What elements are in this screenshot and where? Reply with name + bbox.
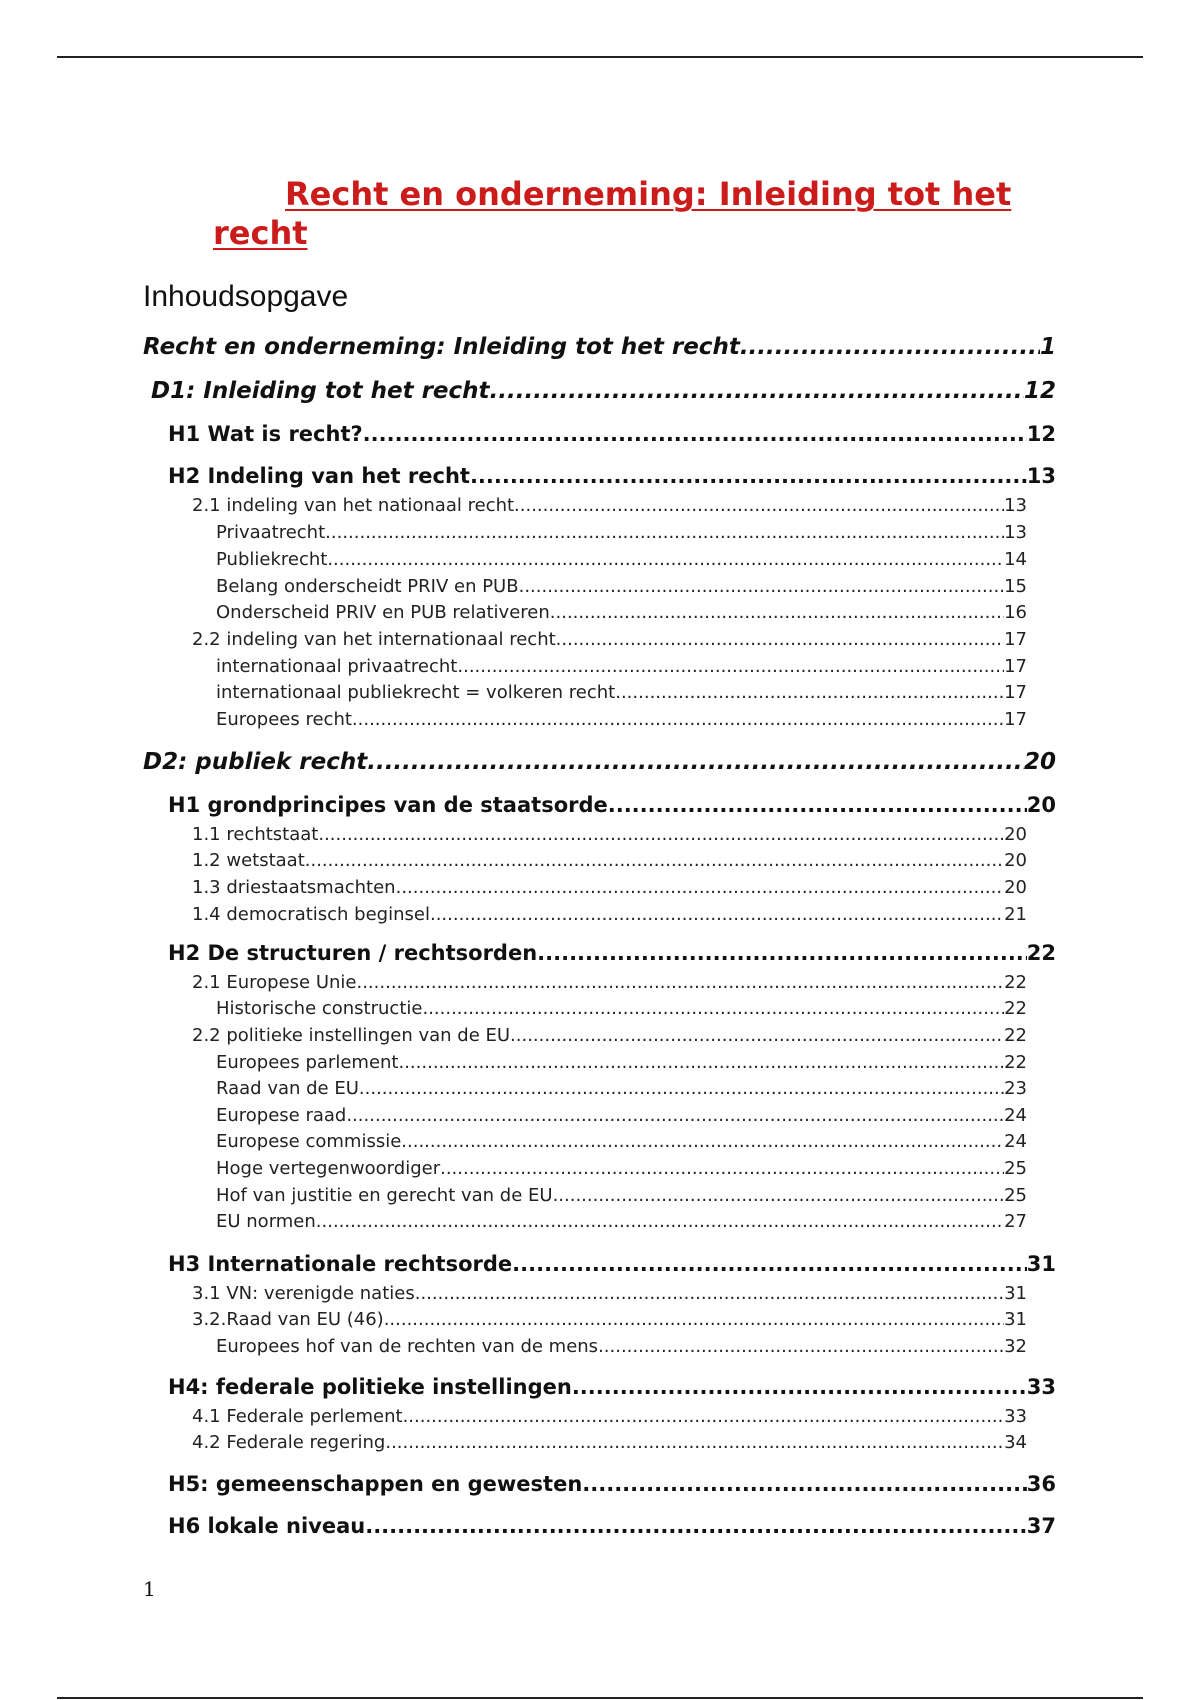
toc-entry[interactable] bbox=[192, 972, 1027, 993]
toc-entry[interactable] bbox=[168, 1514, 1056, 1538]
toc-entry[interactable] bbox=[216, 1158, 1027, 1179]
toc-leader-dots bbox=[550, 602, 1004, 623]
toc-entry-page: 24 bbox=[1004, 1105, 1027, 1126]
toc-entry-page: 25 bbox=[1004, 1158, 1027, 1179]
toc-entry[interactable] bbox=[192, 877, 1027, 898]
toc-leader-dots bbox=[318, 824, 1004, 845]
toc-entry[interactable] bbox=[216, 1131, 1027, 1152]
toc-entry-label: H3 Internationale rechtsorde bbox=[168, 1252, 513, 1276]
toc-entry[interactable] bbox=[143, 749, 1056, 775]
toc-entry-page: 20 bbox=[1026, 793, 1056, 817]
toc-entry[interactable] bbox=[168, 1472, 1056, 1496]
toc-entry-page: 15 bbox=[1004, 576, 1027, 597]
toc-entry[interactable] bbox=[192, 1025, 1027, 1046]
toc-entry-label: 4.2 Federale regering bbox=[192, 1432, 386, 1453]
toc-entry-page: 23 bbox=[1004, 1078, 1027, 1099]
toc-leader-dots bbox=[367, 749, 1024, 775]
toc-leader-dots bbox=[415, 1283, 1004, 1304]
toc-entry[interactable] bbox=[216, 656, 1027, 677]
toc-entry-page: 33 bbox=[1026, 1375, 1056, 1399]
toc-entry-page: 31 bbox=[1004, 1283, 1027, 1304]
toc-entry-page: 20 bbox=[1023, 749, 1056, 775]
toc-entry[interactable] bbox=[216, 1336, 1027, 1357]
toc-entry[interactable] bbox=[168, 464, 1056, 488]
toc-leader-dots bbox=[316, 1211, 1004, 1232]
toc-leader-dots bbox=[384, 1309, 1004, 1330]
toc-entry-page: 21 bbox=[1004, 904, 1027, 925]
toc-entry-page: 22 bbox=[1004, 1052, 1027, 1073]
toc-leader-dots bbox=[537, 941, 1027, 965]
toc-entry[interactable] bbox=[143, 334, 1056, 360]
toc-entry-label: D2: publiek recht bbox=[143, 749, 368, 775]
toc-entry-label: 1.3 driestaatsmachten bbox=[192, 877, 396, 898]
toc-entry-label: Hof van justitie en gerecht van de EU bbox=[216, 1185, 553, 1206]
toc-entry-page: 22 bbox=[1004, 998, 1027, 1019]
toc-entry-label: 3.2.Raad van EU (46) bbox=[192, 1309, 384, 1330]
toc-entry-label: H4: federale politieke instellingen bbox=[168, 1375, 572, 1399]
toc-leader-dots bbox=[346, 1105, 1004, 1126]
header-rule bbox=[57, 56, 1143, 58]
toc-entry-label: Historische constructie bbox=[216, 998, 423, 1019]
toc-entry-page: 17 bbox=[1004, 682, 1027, 703]
toc-entry-label: 1.2 wetstaat bbox=[192, 850, 305, 871]
toc-entry[interactable] bbox=[216, 602, 1027, 623]
toc-leader-dots bbox=[365, 1514, 1027, 1538]
toc-entry-label: Europees hof van de rechten van de mens bbox=[216, 1336, 599, 1357]
toc-leader-dots bbox=[422, 998, 1004, 1019]
toc-entry[interactable] bbox=[151, 378, 1056, 404]
toc-entry[interactable] bbox=[192, 1406, 1027, 1427]
toc-leader-dots bbox=[385, 1432, 1004, 1453]
toc-entry-label: Raad van de EU bbox=[216, 1078, 359, 1099]
toc-entry-label: H2 De structuren / rechtsorden bbox=[168, 941, 538, 965]
toc-entry-label: H2 Indeling van het recht bbox=[168, 464, 470, 488]
toc-entry[interactable] bbox=[192, 1309, 1027, 1330]
toc-entry-label: 1.1 rechtstaat bbox=[192, 824, 319, 845]
toc-entry-label: H1 grondprincipes van de staatsorde bbox=[168, 793, 608, 817]
toc-leader-dots bbox=[512, 1252, 1027, 1276]
toc-entry-page: 13 bbox=[1004, 495, 1027, 516]
toc-entry-page: 34 bbox=[1004, 1432, 1027, 1453]
toc-entry[interactable] bbox=[216, 1078, 1027, 1099]
toc-entry[interactable] bbox=[216, 549, 1027, 570]
toc-entry-label: 2.2 politieke instellingen van de EU bbox=[192, 1025, 511, 1046]
toc-entry[interactable] bbox=[168, 1375, 1056, 1399]
toc-entry-page: 25 bbox=[1004, 1185, 1027, 1206]
toc-leader-dots bbox=[514, 495, 1004, 516]
toc-entry[interactable] bbox=[216, 1105, 1027, 1126]
toc-leader-dots bbox=[430, 904, 1004, 925]
toc-heading: Inhoudsopgave bbox=[143, 280, 349, 313]
toc-entry[interactable] bbox=[216, 1185, 1027, 1206]
toc-entry-label: internationaal privaatrecht bbox=[216, 656, 458, 677]
toc-entry-label: 4.1 Federale perlement bbox=[192, 1406, 403, 1427]
toc-entry-page: 32 bbox=[1004, 1336, 1027, 1357]
toc-entry[interactable] bbox=[216, 576, 1027, 597]
toc-entry-label: Europese commissie bbox=[216, 1131, 402, 1152]
toc-entry[interactable] bbox=[216, 1211, 1027, 1232]
toc-leader-dots bbox=[356, 972, 1004, 993]
toc-leader-dots bbox=[608, 793, 1027, 817]
toc-entry-label: Europees parlement bbox=[216, 1052, 399, 1073]
toc-entry-label: 1.4 democratisch beginsel bbox=[192, 904, 430, 925]
toc-entry-label: H6 lokale niveau bbox=[168, 1514, 366, 1538]
toc-entry-page: 33 bbox=[1004, 1406, 1027, 1427]
toc-entry-page: 12 bbox=[1026, 422, 1056, 446]
toc-leader-dots bbox=[440, 1158, 1004, 1179]
toc-entry-label: H5: gemeenschappen en gewesten bbox=[168, 1472, 583, 1496]
toc-entry[interactable] bbox=[216, 682, 1027, 703]
toc-entry-page: 27 bbox=[1004, 1211, 1027, 1232]
toc-entry[interactable] bbox=[192, 850, 1027, 871]
toc-entry-label: Onderscheid PRIV en PUB relativeren bbox=[216, 602, 550, 623]
toc-leader-dots bbox=[325, 522, 1004, 543]
toc-leader-dots bbox=[470, 464, 1027, 488]
toc-entry-page: 24 bbox=[1004, 1131, 1027, 1152]
toc-entry[interactable] bbox=[192, 629, 1027, 650]
toc-leader-dots bbox=[403, 1406, 1005, 1427]
document-title: Recht en onderneming: Inleiding tot het recht bbox=[213, 175, 1012, 252]
toc-entry-label: internationaal publiekrecht = volkeren recht bbox=[216, 682, 616, 703]
toc-entry-label: 3.1 VN: verenigde naties bbox=[192, 1283, 415, 1304]
toc-entry[interactable] bbox=[216, 998, 1027, 1019]
toc-entry-page: 22 bbox=[1026, 941, 1056, 965]
toc-entry[interactable] bbox=[192, 904, 1027, 925]
toc-entry[interactable] bbox=[192, 495, 1027, 516]
toc-leader-dots bbox=[363, 422, 1027, 446]
toc-leader-dots bbox=[510, 1025, 1004, 1046]
toc-leader-dots bbox=[556, 629, 1004, 650]
toc-entry-label: Publiekrecht bbox=[216, 549, 328, 570]
toc-entry[interactable] bbox=[216, 522, 1027, 543]
toc-entry-page: 22 bbox=[1004, 1025, 1027, 1046]
footer-rule bbox=[57, 1697, 1143, 1699]
toc-entry[interactable] bbox=[168, 793, 1056, 817]
toc-entry-label: Recht en onderneming: Inleiding tot het recht bbox=[143, 334, 740, 360]
toc-entry[interactable] bbox=[168, 1252, 1056, 1276]
toc-leader-dots bbox=[553, 1185, 1005, 1206]
toc-entry-page: 13 bbox=[1004, 522, 1027, 543]
toc-entry[interactable] bbox=[216, 709, 1027, 730]
toc-entry-label: Hoge vertegenwoordiger bbox=[216, 1158, 441, 1179]
toc-entry-page: 20 bbox=[1004, 824, 1027, 845]
toc-entry-page: 16 bbox=[1004, 602, 1027, 623]
toc-leader-dots bbox=[327, 549, 1004, 570]
toc-entry[interactable] bbox=[192, 1432, 1027, 1453]
toc-entry[interactable] bbox=[192, 1283, 1027, 1304]
toc-entry-page: 17 bbox=[1004, 656, 1027, 677]
toc-leader-dots bbox=[615, 682, 1004, 703]
toc-entry-label: Europese raad bbox=[216, 1105, 347, 1126]
toc-entry-page: 17 bbox=[1004, 709, 1027, 730]
toc-leader-dots bbox=[457, 656, 1004, 677]
toc-entry-label: 2.2 indeling van het internationaal recht bbox=[192, 629, 556, 650]
toc-leader-dots bbox=[490, 378, 1024, 404]
toc-leader-dots bbox=[740, 334, 1040, 360]
toc-entry-label: H1 Wat is recht? bbox=[168, 422, 363, 446]
toc-entry-page: 14 bbox=[1004, 549, 1027, 570]
toc-entry-label: 2.1 Europese Unie bbox=[192, 972, 357, 993]
toc-entry-label: Privaatrecht bbox=[216, 522, 326, 543]
toc-entry[interactable] bbox=[216, 1052, 1027, 1073]
toc-leader-dots bbox=[352, 709, 1004, 730]
toc-entry-page: 31 bbox=[1026, 1252, 1056, 1276]
toc-entry-page: 13 bbox=[1026, 464, 1056, 488]
toc-entry-page: 12 bbox=[1023, 378, 1056, 404]
toc-entry-label: Europees recht bbox=[216, 709, 352, 730]
toc-leader-dots bbox=[572, 1375, 1027, 1399]
toc-entry[interactable] bbox=[168, 422, 1056, 446]
toc-entry[interactable] bbox=[192, 824, 1027, 845]
toc-entry-label: Belang onderscheidt PRIV en PUB bbox=[216, 576, 519, 597]
toc-entry-page: 20 bbox=[1004, 877, 1027, 898]
toc-entry-page: 17 bbox=[1004, 629, 1027, 650]
toc-leader-dots bbox=[519, 576, 1005, 597]
toc-entry[interactable] bbox=[168, 941, 1056, 965]
toc-leader-dots bbox=[401, 1131, 1004, 1152]
toc-leader-dots bbox=[396, 877, 1005, 898]
toc-entry-page: 37 bbox=[1026, 1514, 1056, 1538]
toc-entry-page: 22 bbox=[1004, 972, 1027, 993]
toc-entry-page: 1 bbox=[1039, 334, 1056, 360]
toc-leader-dots bbox=[305, 850, 1004, 871]
toc-entry-label: 2.1 indeling van het nationaal recht bbox=[192, 495, 515, 516]
toc-entry-page: 20 bbox=[1004, 850, 1027, 871]
toc-entry-label: EU normen bbox=[216, 1211, 316, 1232]
toc-leader-dots bbox=[598, 1336, 1004, 1357]
toc-entry-page: 31 bbox=[1004, 1309, 1027, 1330]
toc-leader-dots bbox=[398, 1052, 1004, 1073]
toc-entry-page: 36 bbox=[1026, 1472, 1056, 1496]
toc-leader-dots bbox=[582, 1472, 1026, 1496]
toc-leader-dots bbox=[359, 1078, 1004, 1099]
toc-entry-label: D1: Inleiding tot het recht bbox=[151, 378, 490, 404]
page-number: 1 bbox=[143, 1577, 156, 1601]
